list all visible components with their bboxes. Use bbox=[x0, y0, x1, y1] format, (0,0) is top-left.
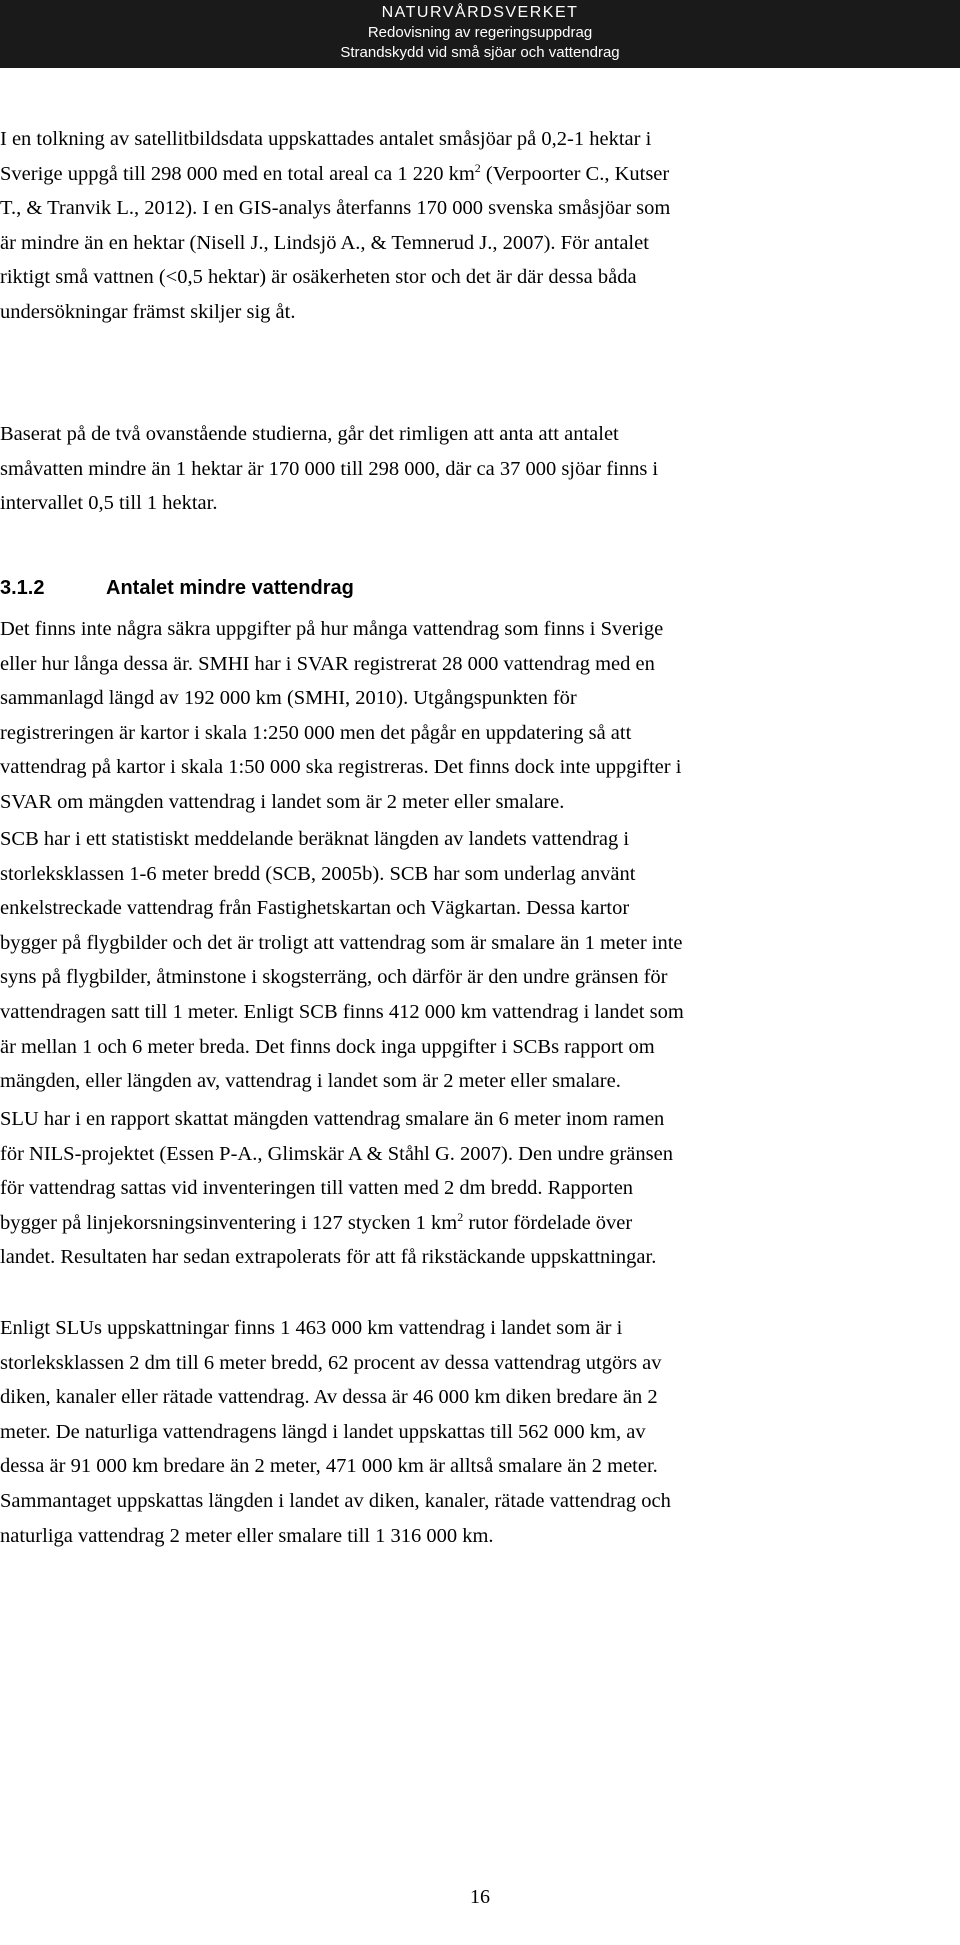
text-line: SCB har i ett statistiskt meddelande beräknat längden av landets vattendrag i bbox=[0, 828, 630, 850]
text-line: eller hur långa dessa är. SMHI har i SVAR registrerat 28 000 vattendrag med en bbox=[0, 652, 655, 675]
text-line: registreringen är kartor i skala 1:250 000 men det pågår en uppdatering så att bbox=[0, 721, 632, 744]
text-line: syns på flygbilder, åtminstone i skogsterräng, och därför är den undre gränsen för bbox=[0, 966, 668, 989]
superscript: 2 bbox=[457, 1209, 464, 1224]
text-line: T., & Tranvik L., 2012). I en GIS-analys återfanns 170 000 svenska småsjöar som bbox=[0, 197, 671, 220]
page-header bbox=[0, 0, 960, 68]
agency-name: NATURVÅRDSVERKET bbox=[381, 4, 579, 21]
text-line: riktigt små vattnen (<0,5 hektar) är osäkerheten stor och det är där dessa båda bbox=[0, 266, 637, 289]
section-number: 3.1.2 bbox=[0, 577, 45, 599]
paragraph-scb bbox=[0, 822, 930, 1099]
text-line: Enligt SLUs uppskattningar finns 1 463 000 km vattendrag i landet som är i bbox=[0, 1317, 623, 1339]
text-line: Sammantaget uppskattas längden i landet av diken, kanaler, rätade vattendrag och bbox=[0, 1489, 671, 1512]
text-line bbox=[0, 1206, 930, 1241]
text-line: dessa är 91 000 km bredare än 2 meter, 471 000 km är alltså smalare än 2 meter. bbox=[0, 1455, 658, 1478]
text-line bbox=[0, 157, 930, 192]
report-type: Redovisning av regeringsuppdrag bbox=[367, 24, 593, 41]
paragraph-estimate bbox=[0, 417, 930, 521]
text-fragment: (Verpoorter C., Kutser bbox=[480, 162, 670, 185]
paragraph-smhi bbox=[0, 612, 930, 820]
paragraph-slu-estimates bbox=[0, 1311, 930, 1553]
text-line: landet. Resultaten har sedan extrapolerats för att få rikstäckande uppskattningar. bbox=[0, 1246, 657, 1269]
text-line: vattendragen satt till 1 meter. Enligt SCB finns 412 000 km vattendrag i landet som bbox=[0, 1000, 684, 1023]
text-line: diken, kanaler eller rätade vattendrag. Av dessa är 46 000 km diken bredare än 2 bbox=[0, 1386, 658, 1409]
text-fragment: rutor fördelade över bbox=[463, 1211, 633, 1234]
report-title: Strandskydd vid små sjöar och vattendrag bbox=[340, 44, 620, 61]
paragraph-satellite-data bbox=[0, 122, 930, 330]
text-line: Det finns inte några säkra uppgifter på hur många vattendrag som finns i Sverige bbox=[0, 618, 664, 640]
text-line: meter. De naturliga vattendragens längd i landet uppskattas till 562 000 km, av bbox=[0, 1420, 646, 1443]
text-line: SVAR om mängden vattendrag i landet som är 2 meter eller smalare. bbox=[0, 790, 565, 813]
text-line: intervallet 0,5 till 1 hektar. bbox=[0, 492, 218, 515]
text-line: för NILS-projektet (Essen P-A., Glimskär A & Ståhl G. 2007). Den undre gränsen bbox=[0, 1142, 673, 1165]
text-fragment: bygger på linjekorsningsinventering i 127 stycken 1 km bbox=[0, 1211, 458, 1234]
text-line: I en tolkning av satellitbildsdata uppskattades antalet småsjöar på 0,2-1 hektar i bbox=[0, 128, 652, 150]
text-line: är mellan 1 och 6 meter breda. Det finns dock inga uppgifter i SCBs rapport om bbox=[0, 1035, 655, 1058]
text-line: SLU har i en rapport skattat mängden vattendrag smalare än 6 meter inom ramen bbox=[0, 1108, 665, 1130]
section-title: Antalet mindre vattendrag bbox=[106, 577, 354, 599]
text-line: bygger på flygbilder och det är troligt att vattendrag som är smalare än 1 meter inte bbox=[0, 931, 683, 954]
superscript: 2 bbox=[474, 160, 481, 175]
text-line: undersökningar främst skiljer sig åt. bbox=[0, 300, 296, 323]
text-line: storleksklassen 1-6 meter bredd (SCB, 2005b). SCB har som underlag använt bbox=[0, 862, 636, 885]
text-line: för vattendrag sattas vid inventeringen till vatten med 2 dm bredd. Rapporten bbox=[0, 1177, 634, 1200]
paragraph-slu-report bbox=[0, 1102, 930, 1275]
text-line: mängden, eller längden av, vattendrag i landet som är 2 meter eller smalare. bbox=[0, 1070, 621, 1093]
page-number: 16 bbox=[470, 1886, 490, 1908]
text-line: enkelstreckade vattendrag från Fastighetskartan och Vägkartan. Dessa kartor bbox=[0, 897, 630, 920]
text-line: sammanlagd längd av 192 000 km (SMHI, 2010). Utgångspunkten för bbox=[0, 687, 577, 710]
text-fragment: Sverige uppgå till 298 000 med en total areal ca 1 220 km bbox=[0, 162, 475, 185]
text-line: småvatten mindre än 1 hektar är 170 000 till 298 000, där ca 37 000 sjöar finns i bbox=[0, 457, 659, 480]
text-line: storleksklassen 2 dm till 6 meter bredd, 62 procent av dessa vattendrag utgörs av bbox=[0, 1351, 662, 1374]
section-heading bbox=[0, 574, 354, 602]
text-line: Baserat på de två ovanstående studierna, går det rimligen att anta att antalet bbox=[0, 423, 619, 445]
text-line: vattendrag på kartor i skala 1:50 000 ska registreras. Det finns dock inte uppgifter i bbox=[0, 756, 682, 779]
text-line: är mindre än en hektar (Nisell J., Lindsjö A., & Temnerud J., 2007). För antalet bbox=[0, 231, 649, 254]
text-line: naturliga vattendrag 2 meter eller smalare till 1 316 000 km. bbox=[0, 1524, 494, 1547]
